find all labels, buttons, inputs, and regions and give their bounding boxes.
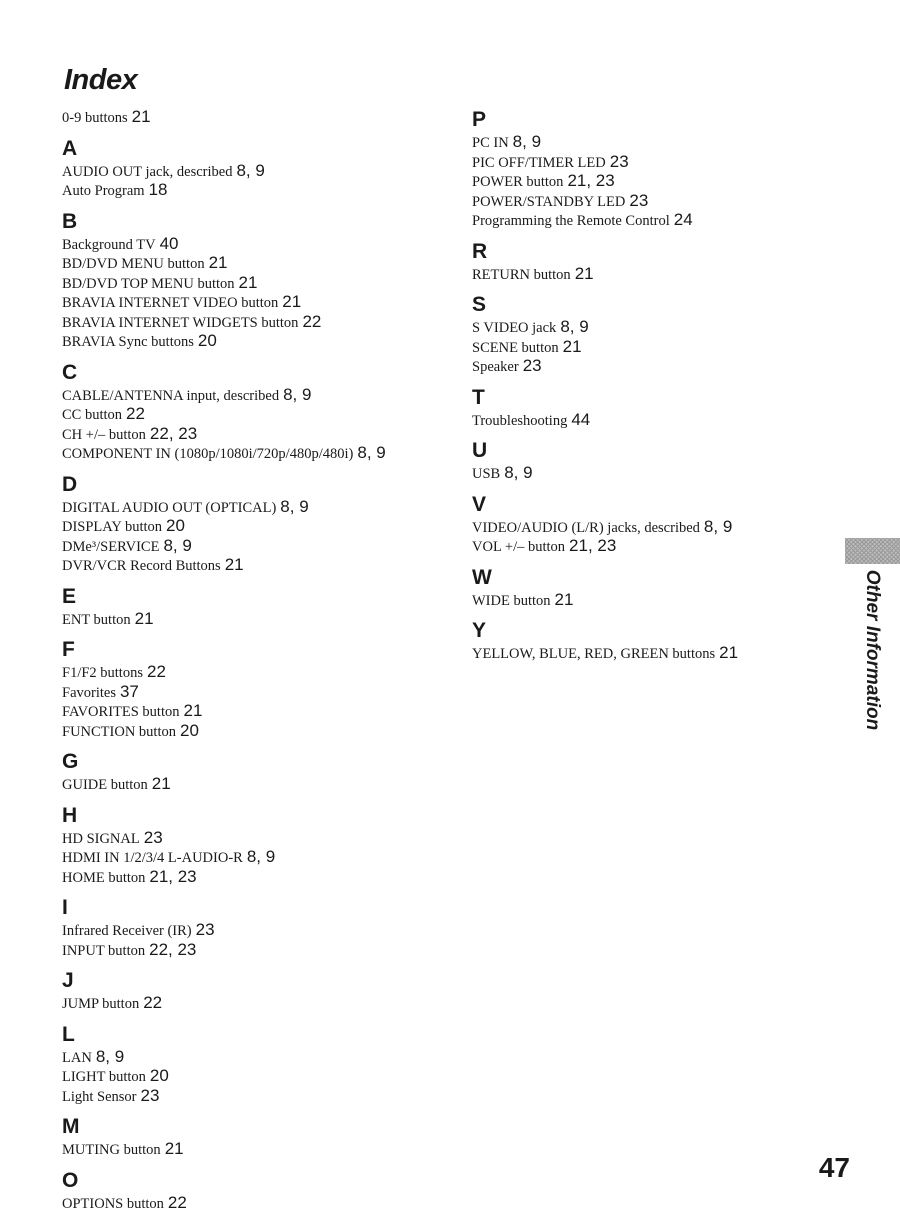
index-entry-page-ref[interactable]: 22 bbox=[146, 662, 166, 681]
index-letter-heading: Y bbox=[472, 619, 487, 642]
index-letter-heading: B bbox=[62, 209, 78, 233]
index-entry-term: BRAVIA Sync buttons bbox=[62, 334, 194, 350]
index-entry bbox=[62, 235, 452, 255]
index-entry-page-ref[interactable]: 44 bbox=[571, 409, 591, 429]
index-entry-page-ref[interactable]: 23 bbox=[522, 356, 542, 375]
index-letter-heading: D bbox=[62, 472, 78, 496]
index-entry-page-ref[interactable]: 23 bbox=[609, 151, 629, 171]
index-entry bbox=[62, 683, 452, 703]
index-entry bbox=[62, 1140, 452, 1160]
index-entry-term: MUTING button bbox=[62, 1142, 161, 1158]
index-entry-term: VOL +/– button bbox=[472, 539, 566, 555]
index-entry-page-ref[interactable]: 40 bbox=[159, 233, 179, 253]
index-entry bbox=[472, 518, 852, 538]
index-entry bbox=[62, 848, 452, 868]
index-letter-heading: A bbox=[62, 136, 78, 160]
index-letter-heading: T bbox=[472, 385, 485, 409]
index-letter-heading: F bbox=[62, 638, 75, 661]
index-entry bbox=[62, 162, 452, 182]
index-entry-term: BD/DVD MENU button bbox=[62, 256, 205, 272]
index-entry-term: JUMP button bbox=[62, 996, 140, 1012]
index-entry-page-ref[interactable]: 22, 23 bbox=[149, 939, 197, 959]
index-entry bbox=[472, 211, 852, 231]
index-entry-term: 0-9 buttons bbox=[62, 110, 128, 126]
index-entry-term: FAVORITES button bbox=[62, 704, 180, 720]
index-column-left bbox=[62, 108, 452, 1213]
index-entry-term: FUNCTION button bbox=[62, 723, 176, 740]
index-entry bbox=[472, 591, 852, 611]
index-entry bbox=[62, 386, 452, 406]
index-entry-term: BD/DVD TOP MENU button bbox=[62, 275, 235, 292]
index-entry-term: PC IN bbox=[472, 135, 509, 151]
index-letter-heading: V bbox=[472, 492, 487, 516]
index-entry bbox=[62, 1067, 452, 1087]
index-entry bbox=[62, 1194, 452, 1214]
index-entry-page-ref[interactable]: 23 bbox=[629, 190, 649, 210]
index-entry-page-ref[interactable]: 21 bbox=[131, 107, 151, 126]
index-entry-term: Programming the Remote Control bbox=[472, 213, 670, 229]
index-entry-page-ref[interactable]: 20 bbox=[180, 720, 199, 740]
index-entry bbox=[62, 444, 452, 464]
index-entry-page-ref[interactable]: 21 bbox=[282, 292, 302, 311]
index-entry-page-ref[interactable]: 21 bbox=[151, 774, 171, 793]
index-entry-term: HDMI IN 1/2/3/4 L-AUDIO-R bbox=[62, 850, 243, 866]
index-entry-page-ref[interactable]: 8, 9 bbox=[163, 535, 192, 555]
index-letter-heading: P bbox=[472, 108, 487, 131]
index-entry bbox=[472, 192, 852, 212]
section-tab-marker bbox=[845, 538, 900, 564]
index-entry bbox=[62, 868, 452, 888]
index-letter-heading: G bbox=[62, 750, 79, 773]
index-entry-term: POWER button bbox=[472, 174, 564, 190]
index-entry bbox=[62, 556, 452, 576]
index-entry-page-ref[interactable]: 22 bbox=[143, 993, 163, 1012]
index-entry bbox=[62, 181, 452, 201]
index-entry bbox=[62, 775, 452, 795]
index-entry-page-ref[interactable]: 8, 9 bbox=[236, 160, 265, 180]
index-entry-term: F1/F2 buttons bbox=[62, 665, 143, 681]
index-entry-term: BRAVIA INTERNET WIDGETS button bbox=[62, 314, 299, 331]
index-entry-page-ref[interactable]: 20 bbox=[166, 516, 185, 535]
index-entry-term: COMPONENT IN (1080p/1080i/720p/480p/480i) bbox=[62, 446, 354, 462]
index-entry bbox=[62, 941, 452, 961]
index-entry-term: AUDIO OUT jack, described bbox=[62, 163, 233, 180]
index-entry bbox=[62, 537, 452, 557]
index-letter-heading: U bbox=[472, 439, 488, 462]
index-entry-page-ref[interactable]: 20 bbox=[149, 1066, 169, 1085]
index-letter-heading: S bbox=[472, 293, 487, 316]
index-entry-term: CABLE/ANTENNA input, described bbox=[62, 387, 280, 404]
index-entry-page-ref[interactable]: 8, 9 bbox=[95, 1046, 125, 1066]
index-entry bbox=[62, 517, 452, 537]
index-entry bbox=[62, 994, 452, 1014]
index-entry bbox=[472, 153, 852, 173]
index-entry-term: DMe³/SERVICE bbox=[62, 538, 160, 555]
index-letter-heading: E bbox=[62, 584, 77, 608]
index-entry-term: VIDEO/AUDIO (L/R) jacks, described bbox=[472, 519, 700, 536]
index-entry-term: WIDE button bbox=[472, 592, 551, 609]
index-entry bbox=[62, 425, 452, 445]
index-entry-term: HD SIGNAL bbox=[62, 830, 140, 847]
index-entry bbox=[62, 293, 452, 313]
index-entry-page-ref[interactable]: 23 bbox=[195, 920, 215, 939]
index-entry bbox=[62, 254, 452, 274]
index-entry-term: USB bbox=[472, 466, 501, 482]
index-entry bbox=[472, 318, 852, 338]
index-entry-term: GUIDE button bbox=[62, 777, 148, 793]
index-entry bbox=[472, 644, 852, 664]
page-title: Index bbox=[64, 64, 138, 96]
index-entry-term: YELLOW, BLUE, RED, GREEN buttons bbox=[472, 646, 716, 662]
index-entry bbox=[62, 610, 452, 630]
index-entry-page-ref[interactable]: 21, 23 bbox=[569, 536, 617, 555]
index-entry-term: Light Sensor bbox=[62, 1088, 137, 1105]
index-entry-term: ENT button bbox=[62, 611, 131, 628]
index-entry-term: S VIDEO jack bbox=[472, 320, 557, 336]
index-entry-page-ref[interactable]: 22, 23 bbox=[149, 423, 198, 443]
index-entry bbox=[62, 1048, 452, 1068]
index-entry bbox=[62, 921, 452, 941]
index-entry bbox=[472, 172, 852, 192]
index-entry-term: LAN bbox=[62, 1049, 92, 1066]
index-entry-term: OPTIONS button bbox=[62, 1195, 164, 1212]
index-entry-page-ref[interactable]: 8, 9 bbox=[283, 384, 312, 404]
index-entry-term: DISPLAY button bbox=[62, 519, 163, 535]
index-entry-page-ref[interactable]: 8, 9 bbox=[357, 443, 386, 462]
index-entry-page-ref[interactable]: 22 bbox=[126, 404, 145, 423]
index-entry-page-ref[interactable]: 20 bbox=[197, 331, 217, 350]
index-entry-page-ref[interactable]: 18 bbox=[148, 180, 168, 199]
index-entry-term: POWER/STANDBY LED bbox=[472, 193, 626, 210]
index-entry-term: Speaker bbox=[472, 359, 519, 375]
index-entry bbox=[472, 357, 852, 377]
index-entry-page-ref[interactable]: 21 bbox=[183, 701, 203, 720]
index-entry-page-ref[interactable]: 8, 9 bbox=[703, 516, 733, 536]
index-entry bbox=[62, 829, 452, 849]
index-entry bbox=[62, 108, 452, 128]
index-entry-term: DVR/VCR Record Buttons bbox=[62, 558, 221, 574]
index-column-right bbox=[472, 108, 852, 664]
index-entry bbox=[472, 338, 852, 358]
index-entry-term: HOME button bbox=[62, 869, 146, 886]
index-entry-term: Favorites bbox=[62, 684, 116, 701]
index-entry-term: PIC OFF/TIMER LED bbox=[472, 154, 606, 171]
index-entry-page-ref[interactable]: 23 bbox=[143, 827, 163, 847]
index-entry bbox=[62, 1087, 452, 1107]
index-entry-page-ref[interactable]: 8, 9 bbox=[504, 463, 533, 482]
index-entry bbox=[472, 537, 852, 557]
index-entry bbox=[472, 133, 852, 153]
index-letter-heading: H bbox=[62, 803, 78, 827]
index-entry-page-ref[interactable]: 8, 9 bbox=[280, 496, 309, 516]
index-entry-term: Auto Program bbox=[62, 183, 145, 199]
index-entry bbox=[62, 498, 452, 518]
index-entry bbox=[62, 405, 452, 425]
index-entry-term: LIGHT button bbox=[62, 1069, 146, 1085]
index-entry-page-ref[interactable]: 21 bbox=[164, 1139, 184, 1158]
index-entry-page-ref[interactable]: 21, 23 bbox=[149, 866, 197, 886]
index-entry-term: Infrared Receiver (IR) bbox=[62, 923, 192, 939]
index-entry-page-ref[interactable]: 21 bbox=[562, 336, 582, 356]
index-entry-term: INPUT button bbox=[62, 942, 146, 959]
index-entry bbox=[62, 663, 452, 683]
index-entry-page-ref[interactable]: 22 bbox=[302, 311, 322, 331]
index-entry-term: Troubleshooting bbox=[472, 412, 568, 429]
index-entry-term: CC button bbox=[62, 407, 123, 423]
index-entry-term: DIGITAL AUDIO OUT (OPTICAL) bbox=[62, 499, 277, 516]
index-entry-page-ref[interactable]: 24 bbox=[673, 210, 693, 229]
index-entry-page-ref[interactable]: 8, 9 bbox=[512, 132, 542, 151]
index-entry bbox=[62, 274, 452, 294]
index-entry bbox=[472, 265, 852, 285]
index-entry-term: RETURN button bbox=[472, 266, 571, 283]
index-entry bbox=[62, 702, 452, 722]
index-entry bbox=[472, 464, 852, 484]
page-number: 47 bbox=[818, 1152, 850, 1183]
index-letter-heading: O bbox=[62, 1168, 79, 1192]
index-entry-page-ref[interactable]: 8, 9 bbox=[246, 847, 276, 866]
index-entry-term: CH +/– button bbox=[62, 426, 146, 443]
index-entry-term: SCENE button bbox=[472, 339, 559, 356]
index-entry-page-ref[interactable]: 8, 9 bbox=[560, 317, 589, 336]
index-entry-page-ref[interactable]: 21 bbox=[719, 643, 739, 662]
index-entry bbox=[62, 313, 452, 333]
index-letter-heading: J bbox=[62, 969, 74, 992]
index-letter-heading: R bbox=[472, 239, 488, 263]
index-entry bbox=[62, 722, 452, 742]
index-entry-page-ref[interactable]: 21 bbox=[134, 608, 154, 628]
index-letter-heading: I bbox=[62, 896, 68, 919]
index-entry-page-ref[interactable]: 21, 23 bbox=[567, 171, 615, 190]
index-entry-page-ref[interactable]: 23 bbox=[140, 1085, 160, 1105]
index-letter-heading: M bbox=[62, 1115, 80, 1138]
index-entry-term: Background TV bbox=[62, 236, 156, 253]
index-entry-page-ref[interactable]: 21 bbox=[224, 555, 244, 574]
index-letter-heading: C bbox=[62, 360, 78, 384]
index-entry-page-ref[interactable]: 22 bbox=[167, 1192, 187, 1212]
index-entry bbox=[62, 332, 452, 352]
index-entry-page-ref[interactable]: 21 bbox=[574, 263, 594, 283]
index-entry-page-ref[interactable]: 21 bbox=[208, 253, 228, 272]
index-entry-page-ref[interactable]: 21 bbox=[554, 589, 574, 609]
index-entry-page-ref[interactable]: 37 bbox=[119, 681, 139, 701]
index-entry-term: BRAVIA INTERNET VIDEO button bbox=[62, 295, 279, 311]
index-letter-heading: L bbox=[62, 1022, 75, 1046]
index-entry-page-ref[interactable]: 21 bbox=[238, 272, 258, 292]
section-side-label: Other Information bbox=[862, 569, 883, 731]
index-entry bbox=[472, 411, 852, 431]
index-letter-heading: W bbox=[472, 565, 492, 589]
